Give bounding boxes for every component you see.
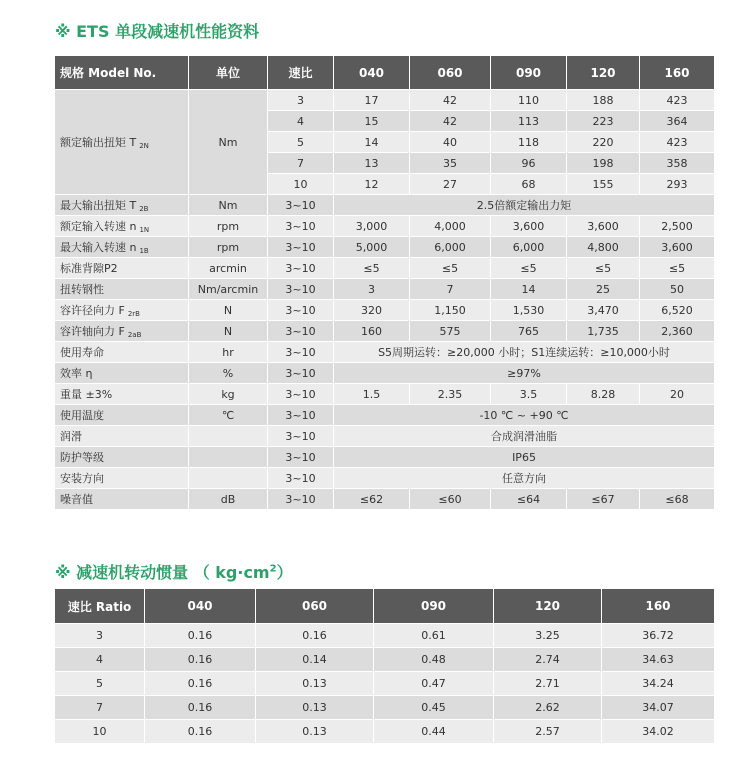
ratio-cell: 3 bbox=[55, 624, 145, 648]
value-cell: 3,600 bbox=[567, 216, 640, 237]
header-model: 规格 Model No. bbox=[55, 56, 189, 90]
inertia-value-cell: 34.02 bbox=[602, 720, 715, 744]
inertia-value-cell: 0.13 bbox=[256, 696, 374, 720]
ratio-cell: 7 bbox=[55, 696, 145, 720]
value-cell: 2,500 bbox=[640, 216, 715, 237]
inertia-value-cell: 0.45 bbox=[374, 696, 494, 720]
value-cell: 1,735 bbox=[567, 321, 640, 342]
value-cell: 198 bbox=[567, 153, 640, 174]
rated-torque-label bbox=[55, 90, 189, 195]
inertia-value-cell: 0.13 bbox=[256, 672, 374, 696]
inertia-header-ratio: 速比 Ratio bbox=[55, 589, 145, 624]
value-cell: 3.5 bbox=[491, 384, 567, 405]
ratio-cell: 5 bbox=[268, 132, 334, 153]
inertia-value-cell: 0.16 bbox=[145, 648, 256, 672]
spec-label-text: 标准背隙P2 bbox=[60, 262, 118, 275]
value-cell: 220 bbox=[567, 132, 640, 153]
inertia-value-cell: 34.24 bbox=[602, 672, 715, 696]
value-cell: 364 bbox=[640, 111, 715, 132]
value-cell: ≤5 bbox=[567, 258, 640, 279]
value-cell: 12 bbox=[334, 174, 410, 195]
header-040: 040 bbox=[334, 56, 410, 90]
spec-label bbox=[55, 468, 189, 489]
header-120: 120 bbox=[567, 56, 640, 90]
value-cell: 1,530 bbox=[491, 300, 567, 321]
inertia-value-cell: 36.72 bbox=[602, 624, 715, 648]
performance-table bbox=[54, 55, 715, 510]
spec-label-text: 噪音值 bbox=[60, 493, 93, 506]
merged-value-cell: S5周期运转：≥20,000 小时；S1连续运转：≥10,000小时 bbox=[334, 342, 715, 363]
unit-cell: % bbox=[189, 363, 268, 384]
value-cell: 50 bbox=[640, 279, 715, 300]
inertia-value-cell: 34.63 bbox=[602, 648, 715, 672]
value-cell: 5,000 bbox=[334, 237, 410, 258]
value-cell: 40 bbox=[410, 132, 491, 153]
inertia-header-090: 090 bbox=[374, 589, 494, 624]
ratio-cell: 7 bbox=[268, 153, 334, 174]
spec-label-text: 润滑 bbox=[60, 430, 82, 443]
value-cell: 160 bbox=[334, 321, 410, 342]
inertia-title-text: ※ 减速机转动惯量 （ kg·cm bbox=[55, 563, 270, 582]
ratio-cell: 3~10 bbox=[268, 300, 334, 321]
table-row bbox=[55, 648, 715, 672]
value-cell: 113 bbox=[491, 111, 567, 132]
ratio-cell: 3~10 bbox=[268, 237, 334, 258]
spec-label-text: 容许径向力 F bbox=[60, 304, 125, 317]
value-cell: 3,600 bbox=[640, 237, 715, 258]
spec-label bbox=[55, 216, 189, 237]
value-cell: 358 bbox=[640, 153, 715, 174]
inertia-value-cell: 2.74 bbox=[494, 648, 602, 672]
table-row bbox=[55, 216, 715, 237]
table-row bbox=[55, 279, 715, 300]
merged-value-cell: 任意方向 bbox=[334, 468, 715, 489]
unit-cell: Nm bbox=[189, 195, 268, 216]
value-cell: 15 bbox=[334, 111, 410, 132]
value-cell: 155 bbox=[567, 174, 640, 195]
spec-label-subscript: 2B bbox=[139, 205, 149, 213]
inertia-value-cell: 0.44 bbox=[374, 720, 494, 744]
spec-label bbox=[55, 321, 189, 342]
inertia-value-cell: 2.71 bbox=[494, 672, 602, 696]
table-row bbox=[55, 426, 715, 447]
value-cell: 8.28 bbox=[567, 384, 640, 405]
table-row bbox=[55, 696, 715, 720]
inertia-title bbox=[55, 560, 293, 583]
merged-value-cell: ≥97% bbox=[334, 363, 715, 384]
unit-cell: N bbox=[189, 300, 268, 321]
spec-label bbox=[55, 405, 189, 426]
ratio-cell: 3~10 bbox=[268, 447, 334, 468]
value-cell: 7 bbox=[410, 279, 491, 300]
spec-label-subscript: 1N bbox=[139, 226, 150, 234]
inertia-value-cell: 0.16 bbox=[145, 696, 256, 720]
table-row bbox=[55, 195, 715, 216]
table-row bbox=[55, 447, 715, 468]
inertia-header-row bbox=[55, 589, 715, 624]
merged-value-cell: 合成润滑油脂 bbox=[334, 426, 715, 447]
table-row bbox=[55, 468, 715, 489]
spec-label-text: 防护等级 bbox=[60, 451, 104, 464]
ratio-cell: 3~10 bbox=[268, 216, 334, 237]
value-cell: ≤5 bbox=[410, 258, 491, 279]
inertia-title-end: ） bbox=[276, 563, 293, 582]
spec-label-text: 效率 η bbox=[60, 367, 93, 380]
value-cell: 17 bbox=[334, 90, 410, 111]
spec-label-text: 额定输入转速 n bbox=[60, 220, 137, 233]
spec-label bbox=[55, 258, 189, 279]
spec-label bbox=[55, 342, 189, 363]
value-cell: ≤67 bbox=[567, 489, 640, 510]
value-cell: 1.5 bbox=[334, 384, 410, 405]
value-cell: 188 bbox=[567, 90, 640, 111]
spec-header-row bbox=[55, 56, 715, 90]
spec-title: ※ ETS 单段减速机性能资料 bbox=[55, 22, 260, 41]
ratio-cell: 3~10 bbox=[268, 468, 334, 489]
value-cell: ≤68 bbox=[640, 489, 715, 510]
value-cell: 110 bbox=[491, 90, 567, 111]
value-cell: ≤5 bbox=[491, 258, 567, 279]
ratio-cell: 5 bbox=[55, 672, 145, 696]
table-row bbox=[55, 237, 715, 258]
spec-label-subscript: 2rB bbox=[127, 310, 140, 318]
spec-label-text: 安装方向 bbox=[60, 472, 104, 485]
value-cell: 6,000 bbox=[491, 237, 567, 258]
value-cell: 320 bbox=[334, 300, 410, 321]
unit-cell: rpm bbox=[189, 216, 268, 237]
spec-label bbox=[55, 237, 189, 258]
value-cell: 423 bbox=[640, 132, 715, 153]
spec-label-subscript: 1B bbox=[139, 247, 149, 255]
ratio-cell: 3~10 bbox=[268, 384, 334, 405]
inertia-value-cell: 0.16 bbox=[145, 672, 256, 696]
value-cell: 118 bbox=[491, 132, 567, 153]
value-cell: 14 bbox=[334, 132, 410, 153]
inertia-value-cell: 2.57 bbox=[494, 720, 602, 744]
value-cell: ≤60 bbox=[410, 489, 491, 510]
spec-label-text: 使用寿命 bbox=[60, 346, 104, 359]
table-row bbox=[55, 321, 715, 342]
unit-cell: N bbox=[189, 321, 268, 342]
value-cell: 1,150 bbox=[410, 300, 491, 321]
value-cell: 2.35 bbox=[410, 384, 491, 405]
rated-torque-unit: Nm bbox=[189, 90, 268, 195]
spec-label bbox=[55, 489, 189, 510]
ratio-cell: 3~10 bbox=[268, 489, 334, 510]
value-cell: 3,600 bbox=[491, 216, 567, 237]
ratio-cell: 4 bbox=[55, 648, 145, 672]
unit-cell bbox=[189, 426, 268, 447]
value-cell: 27 bbox=[410, 174, 491, 195]
value-cell: 223 bbox=[567, 111, 640, 132]
header-160: 160 bbox=[640, 56, 715, 90]
spec-label bbox=[55, 195, 189, 216]
unit-cell: arcmin bbox=[189, 258, 268, 279]
ratio-cell: 10 bbox=[268, 174, 334, 195]
value-cell: 4,000 bbox=[410, 216, 491, 237]
merged-value-cell: IP65 bbox=[334, 447, 715, 468]
value-cell: 20 bbox=[640, 384, 715, 405]
spec-label-text: 容许轴向力 F bbox=[60, 325, 125, 338]
inertia-table bbox=[54, 588, 715, 744]
inertia-value-cell: 0.47 bbox=[374, 672, 494, 696]
value-cell: 35 bbox=[410, 153, 491, 174]
inertia-header-040: 040 bbox=[145, 589, 256, 624]
ratio-cell: 3~10 bbox=[268, 342, 334, 363]
unit-cell: kg bbox=[189, 384, 268, 405]
inertia-title-sup: 2 bbox=[269, 563, 277, 575]
table-row bbox=[55, 90, 715, 111]
header-060: 060 bbox=[410, 56, 491, 90]
table-row bbox=[55, 405, 715, 426]
value-cell: 25 bbox=[567, 279, 640, 300]
inertia-value-cell: 34.07 bbox=[602, 696, 715, 720]
spec-label bbox=[55, 426, 189, 447]
inertia-value-cell: 0.13 bbox=[256, 720, 374, 744]
merged-value-cell: -10 ℃ ~ +90 ℃ bbox=[334, 405, 715, 426]
value-cell: 4,800 bbox=[567, 237, 640, 258]
spec-label-text: 最大输出扭矩 T bbox=[60, 199, 137, 212]
value-cell: 3,470 bbox=[567, 300, 640, 321]
value-cell: 68 bbox=[491, 174, 567, 195]
inertia-value-cell: 0.16 bbox=[145, 624, 256, 648]
value-cell: ≤62 bbox=[334, 489, 410, 510]
unit-cell: dB bbox=[189, 489, 268, 510]
value-cell: ≤5 bbox=[334, 258, 410, 279]
unit-cell: Nm/arcmin bbox=[189, 279, 268, 300]
value-cell: 2,360 bbox=[640, 321, 715, 342]
value-cell: 13 bbox=[334, 153, 410, 174]
unit-cell bbox=[189, 468, 268, 489]
table-row bbox=[55, 342, 715, 363]
spec-label-text: 使用温度 bbox=[60, 409, 104, 422]
unit-cell bbox=[189, 447, 268, 468]
inertia-value-cell: 2.62 bbox=[494, 696, 602, 720]
table-row bbox=[55, 489, 715, 510]
value-cell: 6,520 bbox=[640, 300, 715, 321]
unit-cell: hr bbox=[189, 342, 268, 363]
header-ratio: 速比 bbox=[268, 56, 334, 90]
value-cell: 42 bbox=[410, 90, 491, 111]
spec-label-text: 扭转钢性 bbox=[60, 283, 104, 296]
table-row bbox=[55, 384, 715, 405]
value-cell: 293 bbox=[640, 174, 715, 195]
value-cell: 423 bbox=[640, 90, 715, 111]
unit-cell: rpm bbox=[189, 237, 268, 258]
value-cell: 3,000 bbox=[334, 216, 410, 237]
value-cell: ≤5 bbox=[640, 258, 715, 279]
spec-label-subscript: 2aB bbox=[127, 331, 142, 339]
inertia-value-cell: 0.16 bbox=[145, 720, 256, 744]
table-row bbox=[55, 363, 715, 384]
table-row bbox=[55, 300, 715, 321]
ratio-cell: 3~10 bbox=[268, 321, 334, 342]
value-cell: 765 bbox=[491, 321, 567, 342]
value-cell: 42 bbox=[410, 111, 491, 132]
spec-label bbox=[55, 384, 189, 405]
ratio-cell: 3~10 bbox=[268, 363, 334, 384]
spec-label-text: 重量 ±3% bbox=[60, 388, 113, 401]
table-row bbox=[55, 258, 715, 279]
ratio-cell: 3 bbox=[268, 90, 334, 111]
value-cell: 3 bbox=[334, 279, 410, 300]
ratio-cell: 3~10 bbox=[268, 426, 334, 447]
table-row bbox=[55, 672, 715, 696]
inertia-value-cell: 0.16 bbox=[256, 624, 374, 648]
inertia-value-cell: 0.61 bbox=[374, 624, 494, 648]
ratio-cell: 3~10 bbox=[268, 279, 334, 300]
header-unit: 单位 bbox=[189, 56, 268, 90]
ratio-cell: 10 bbox=[55, 720, 145, 744]
inertia-header-120: 120 bbox=[494, 589, 602, 624]
ratio-cell: 3~10 bbox=[268, 195, 334, 216]
value-cell: ≤64 bbox=[491, 489, 567, 510]
spec-label bbox=[55, 300, 189, 321]
value-cell: 575 bbox=[410, 321, 491, 342]
merged-value-cell: 2.5倍额定输出力矩 bbox=[334, 195, 715, 216]
spec-label bbox=[55, 447, 189, 468]
rated-torque-label-text: 额定输出扭矩 T bbox=[60, 136, 137, 149]
ratio-cell: 3~10 bbox=[268, 258, 334, 279]
header-090: 090 bbox=[491, 56, 567, 90]
value-cell: 96 bbox=[491, 153, 567, 174]
rated-torque-label-subscript: 2N bbox=[139, 142, 149, 150]
inertia-header-160: 160 bbox=[602, 589, 715, 624]
inertia-header-060: 060 bbox=[256, 589, 374, 624]
inertia-value-cell: 0.14 bbox=[256, 648, 374, 672]
spec-label-text: 最大输入转速 n bbox=[60, 241, 137, 254]
inertia-value-cell: 3.25 bbox=[494, 624, 602, 648]
ratio-cell: 3~10 bbox=[268, 405, 334, 426]
table-row bbox=[55, 720, 715, 744]
value-cell: 6,000 bbox=[410, 237, 491, 258]
spec-label bbox=[55, 363, 189, 384]
unit-cell: ℃ bbox=[189, 405, 268, 426]
inertia-value-cell: 0.48 bbox=[374, 648, 494, 672]
ratio-cell: 4 bbox=[268, 111, 334, 132]
spec-label bbox=[55, 279, 189, 300]
table-row bbox=[55, 624, 715, 648]
value-cell: 14 bbox=[491, 279, 567, 300]
